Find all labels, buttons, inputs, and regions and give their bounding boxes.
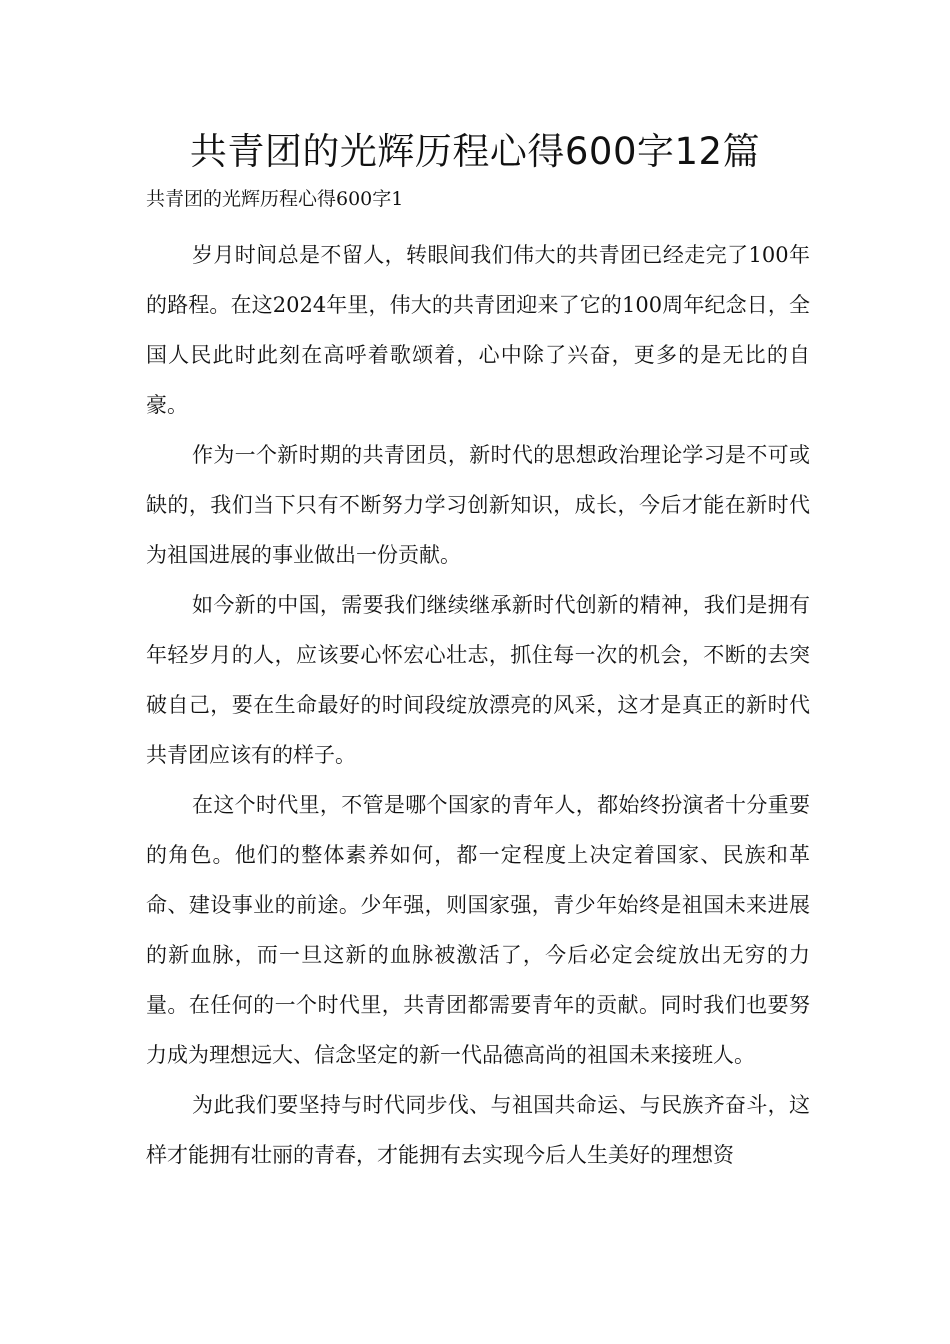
- document-body: [146, 230, 810, 1180]
- paragraph-1: 岁月时间总是不留人，转眼间我们伟大的共青团已经走完了100年的路程。在这2024年里，伟大的共青团迎来了它的100周年纪念日，全国人民此时此刻在高呼着歌颂着，心中除了兴奋，更多的是无比的自豪。: [146, 243, 810, 417]
- paragraph-5: 为此我们要坚持与时代同步伐、与祖国共命运、与民族齐奋斗，这样才能拥有壮丽的青春，才能拥有去实现今后人生美好的理想资: [146, 1093, 810, 1167]
- document-title: 共青团的光辉历程心得600字12篇: [189, 130, 761, 173]
- paragraph-3: 如今新的中国，需要我们继续继承新时代创新的精神，我们是拥有年轻岁月的人，应该要心怀宏心壮志，抓住每一次的机会，不断的去突破自己，要在生命最好的时间段绽放漂亮的风采，这才是真正的新时代共青团应该有的样子。: [146, 593, 810, 767]
- section-heading: 共青团的光辉历程心得600字1: [146, 188, 404, 210]
- paragraph-2: 作为一个新时期的共青团员，新时代的思想政治理论学习是不可或缺的，我们当下只有不断努力学习创新知识，成长，今后才能在新时代为祖国进展的事业做出一份贡献。: [146, 443, 810, 567]
- paragraph-4: 在这个时代里，不管是哪个国家的青年人，都始终扮演者十分重要的角色。他们的整体素养如何，都一定程度上决定着国家、民族和革命、建设事业的前途。少年强，则国家强，青少年始终是祖国未来进展的新血脉，而一旦这新的血脉被激活了，今后必定会绽放出无穷的力量。在任何的一个时代里，共青团都需要青年的贡献。同时我们也要努力成为理想远大、信念坚定的新一代品德高尚的祖国未来接班人。: [146, 793, 810, 1067]
